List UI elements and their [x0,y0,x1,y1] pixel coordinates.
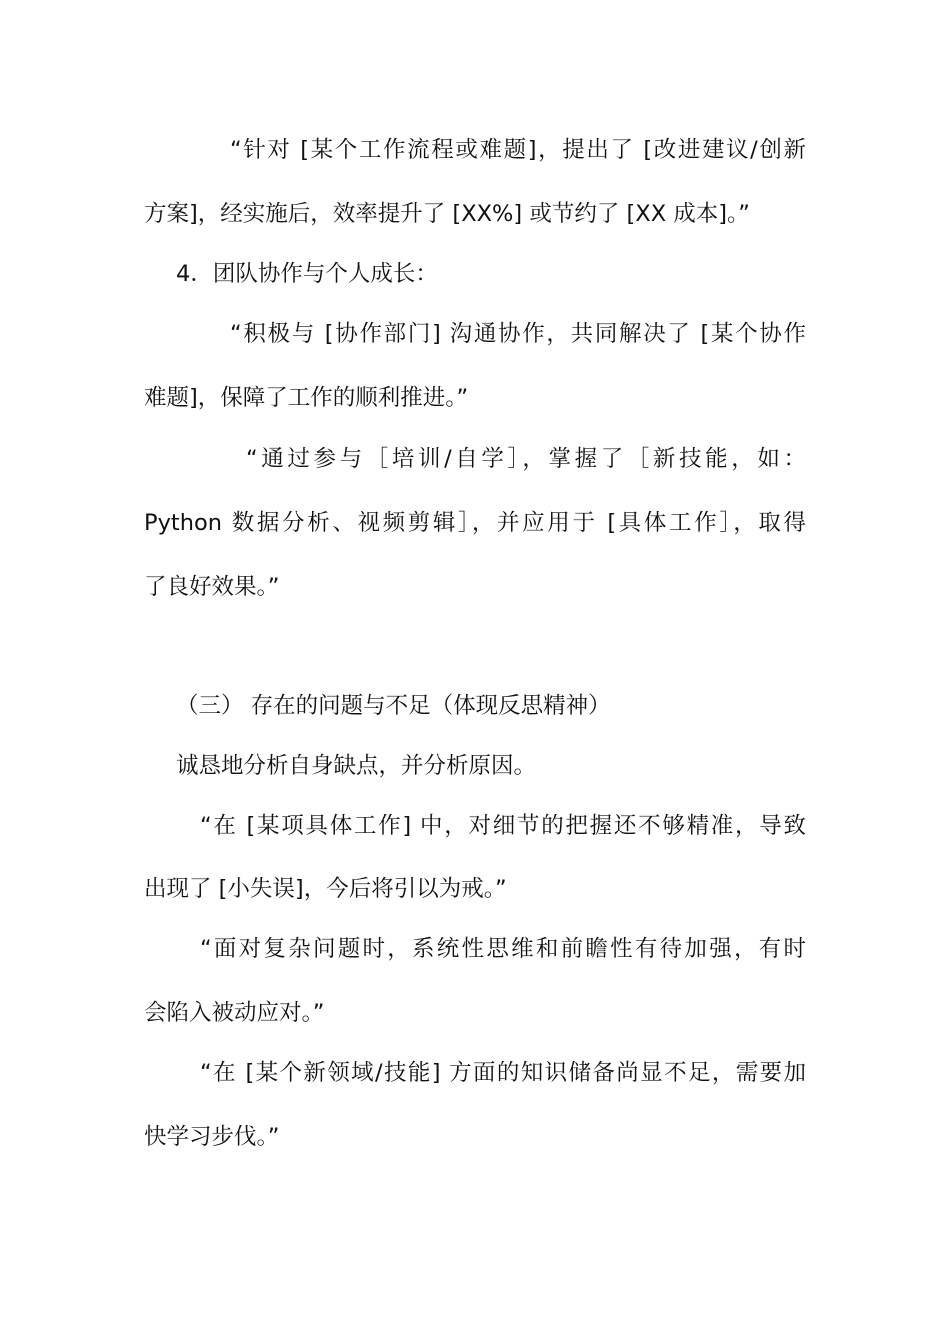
paragraph-line: 出现了 [小失误]，今后将引以为戒。” [144,876,507,902]
paragraph-line: “积极与 [协作部门] 沟通协作，共同解决了 [某个协作 [230,321,806,347]
subheading-team-collaboration: 4．团队协作与个人成长： [176,261,438,287]
paragraph-line: “在 [某个新领域/技能] 方面的知识储备尚显不足，需要加 [200,1060,806,1086]
paragraph-line: “针对 [某个工作流程或难题]，提出了 [改进建议/创新 [230,137,806,163]
paragraph-line: 快学习步伐。” [144,1124,280,1150]
paragraph-line: 难题]，保障了工作的顺利推进。” [144,385,469,411]
paragraph-line: 会陷入被动应对。” [144,1000,325,1026]
section-heading-problems: （三） 存在的问题与不足（体现反思精神） [176,693,611,719]
paragraph-line: 了良好效果。” [144,574,280,600]
paragraph-line: 方案]，经实施后，效率提升了 [XX%] 或节约了 [XX 成本]。” [144,201,750,227]
paragraph-line: “通过参与［培训/自学］，掌握了［新技能，如： [246,446,806,472]
paragraph-line: “在 [某项具体工作] 中，对细节的把握还不够精准，导致 [200,813,806,839]
paragraph-line: Python 数据分析、视频剪辑］，并应用于 [具体工作］，取得 [144,510,806,536]
paragraph-line: “面对复杂问题时，系统性思维和前瞻性有待加强，有时 [200,936,806,962]
paragraph-line: 诚恳地分析自身缺点，并分析原因。 [176,753,537,779]
